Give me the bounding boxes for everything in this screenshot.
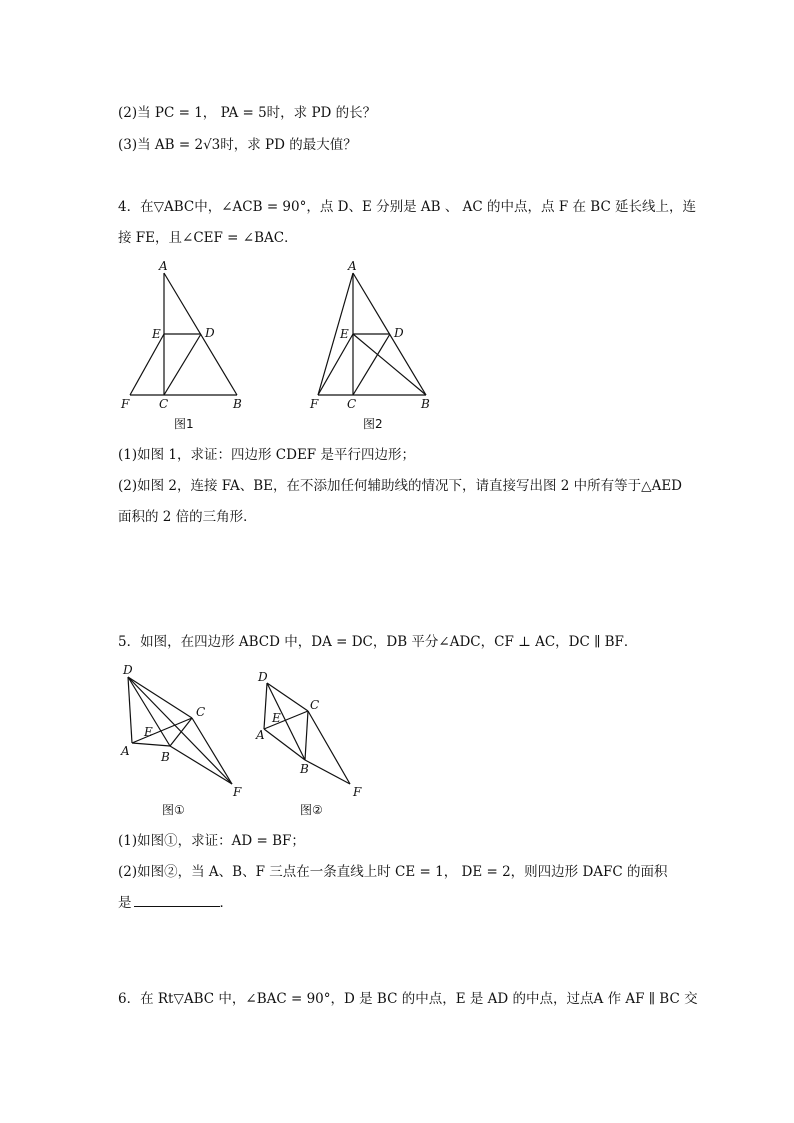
q4-figure-2 xyxy=(309,259,430,431)
q4-f2-label-e: E xyxy=(340,327,349,341)
q4-part2-line2: 面积的 2 倍的三角形． xyxy=(118,509,257,525)
answer-blank xyxy=(134,893,220,907)
q4-f2-label-b: B xyxy=(421,397,430,411)
q3-part3: (3)当 AB = 2√3时，求 PD 的最大值？ xyxy=(118,137,357,153)
q4-f1-label-a: A xyxy=(159,259,168,273)
q4-f1-label-f: F xyxy=(121,397,130,411)
q5-f1-label-e: E xyxy=(144,725,153,739)
q4-f2-label-a: A xyxy=(348,259,357,273)
q4-f2-label-c: C xyxy=(347,397,357,411)
q5-f2-label-e: E xyxy=(272,711,281,725)
q5-f1-label-b: B xyxy=(161,750,170,764)
q5-f1-label-a: A xyxy=(121,744,130,758)
q4-f1-label-b: B xyxy=(233,397,242,411)
q5-f1-label-c: C xyxy=(196,705,206,719)
q5-part1: (1)如图①，求证：AD = BF； xyxy=(118,833,305,849)
q6-stem: 6．在 Rt▽ABC 中，∠BAC = 90°，D 是 BC 的中点，E 是 AD 的中点，过点A 作 AF ∥ BC 交 xyxy=(118,991,698,1007)
q5-f2-label-f: F xyxy=(353,785,362,799)
q4-part2-line1: (2)如图 2，连接 FA、BE，在不添加任何辅助线的情况下，请直接写出图 2 中所有等于△AED xyxy=(118,478,682,494)
q4-stem-line2: 接 FE，且∠CEF = ∠BAC． xyxy=(118,230,298,246)
q4-part1: (1)如图 1，求证：四边形 CDEF 是平行四边形； xyxy=(118,447,415,463)
q4-f2-label-d: D xyxy=(394,326,404,340)
q4-f2-caption: 图2 xyxy=(363,417,383,431)
q5-part2-line1: (2)如图②，当 A、B、F 三点在一条直线上时 CE = 1， DE = 2，则四边形 DAFC 的面积 xyxy=(118,864,668,880)
q4-f2-label-f: F xyxy=(310,397,319,411)
q5-stem: 5．如图，在四边形 ABCD 中，DA = DC，DB 平分∠ADC，CF ⊥ AC，DC ∥ BF． xyxy=(118,634,638,650)
q5-f1-label-d: D xyxy=(123,663,133,677)
q4-f1-label-c: C xyxy=(159,397,169,411)
q4-stem-line1: 4．在▽ABC中，∠ACB = 90°，点 D、E 分别是 AB 、 AC 的中点，点 F 在 BC 延长线上，连 xyxy=(118,199,697,215)
q5-figure-2 xyxy=(255,670,362,817)
q4-figure-1 xyxy=(120,259,242,431)
q5-f1-caption: 图① xyxy=(162,803,185,817)
q5-f1-label-f: F xyxy=(233,785,242,799)
q5-f2-label-d: D xyxy=(258,670,268,684)
q5-figure-1 xyxy=(120,663,242,817)
q5-f2-label-a: A xyxy=(256,728,265,742)
q5-f2-label-c: C xyxy=(310,698,320,712)
q5-f2-caption: 图② xyxy=(300,803,323,817)
q4-f1-caption: 图1 xyxy=(174,417,194,431)
q4-f1-label-d: D xyxy=(205,326,215,340)
q3-part2: (2)当 PC = 1， PA = 5时，求 PD 的长？ xyxy=(118,105,377,121)
q4-f1-label-e: E xyxy=(152,327,161,341)
q5-part2-line2: 是 ． xyxy=(118,895,233,911)
q5-f2-label-b: B xyxy=(300,762,309,776)
q5-part2-prefix: 是 xyxy=(118,895,132,911)
